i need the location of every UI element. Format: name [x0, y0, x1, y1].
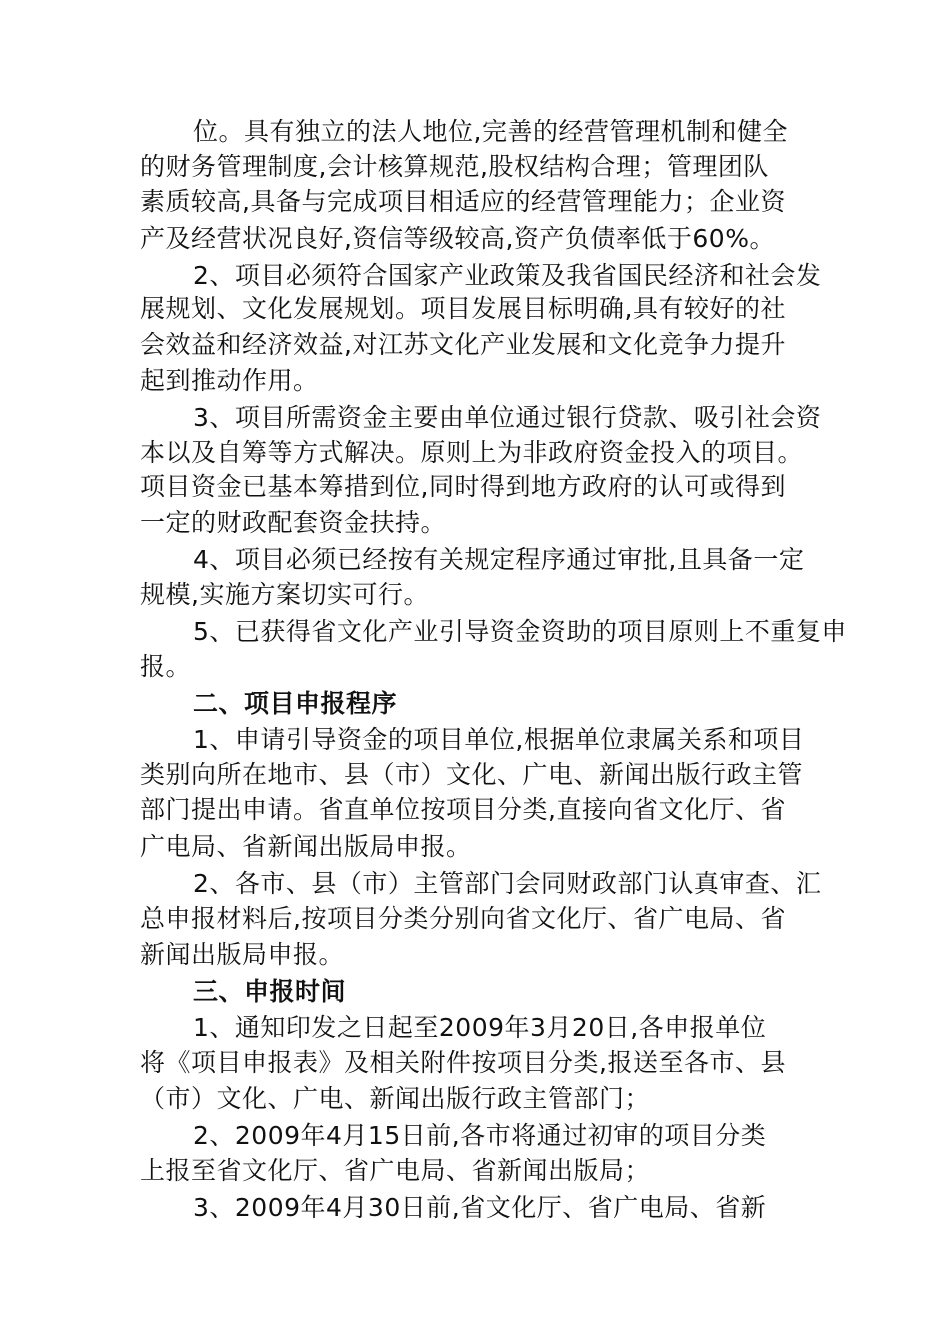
text-line: （市）文化、广电、新闻出版行政主管部门； — [140, 1084, 651, 1113]
text-line: 一定的财政配套资金扶持。 — [140, 508, 447, 537]
text-line: 产及经营状况良好,资信等级较高,资产负债率低于60%。 — [140, 224, 775, 253]
text-line: 3、项目所需资金主要由单位通过银行贷款、吸引社会资 — [193, 403, 822, 432]
text-line: 1、通知印发之日起至2009年3月20日,各申报单位 — [193, 1013, 767, 1042]
text-line: 2、项目必须符合国家产业政策及我省国民经济和社会发 — [193, 261, 822, 290]
text-line: 类别向所在地市、县（市）文化、广电、新闻出版行政主管 — [140, 760, 804, 789]
text-line: 起到推动作用。 — [140, 366, 319, 395]
text-line: 将《项目申报表》及相关附件按项目分类,报送至各市、县 — [140, 1048, 786, 1077]
text-line: 部门提出申请。省直单位按项目分类,直接向省文化厅、省 — [140, 795, 786, 824]
text-line: 广电局、省新闻出版局申报。 — [140, 832, 472, 861]
text-line: 3、2009年4月30日前,省文化厅、省广电局、省新 — [193, 1193, 767, 1222]
text-line: 2、2009年4月15日前,各市将通过初审的项目分类 — [193, 1121, 767, 1150]
text-line: 位。具有独立的法人地位,完善的经营管理机制和健全 — [193, 117, 788, 146]
text-line: 会效益和经济效益,对江苏文化产业发展和文化竞争力提升 — [140, 330, 786, 359]
text-line: 5、已获得省文化产业引导资金资助的项目原则上不重复申 — [193, 617, 847, 646]
section-heading: 三、申报时间 — [193, 977, 347, 1006]
text-line: 4、项目必须已经按有关规定程序通过审批,且具备一定 — [193, 545, 805, 574]
text-line: 本以及自筹等方式解决。原则上为非政府资金投入的项目。 — [140, 438, 804, 467]
text-line: 总申报材料后,按项目分类分别向省文化厅、省广电局、省 — [140, 904, 786, 933]
text-line: 素质较高,具备与完成项目相适应的经营管理能力；企业资 — [140, 187, 786, 216]
text-line: 项目资金已基本筹措到位,同时得到地方政府的认可或得到 — [140, 472, 786, 501]
text-line: 2、各市、县（市）主管部门会同财政部门认真审查、汇 — [193, 869, 822, 898]
section-heading: 二、项目申报程序 — [193, 689, 398, 718]
text-line: 报。 — [140, 652, 192, 681]
text-line: 1、申请引导资金的项目单位,根据单位隶属关系和项目 — [193, 725, 805, 754]
text-line: 的财务管理制度,会计核算规范,股权结构合理；管理团队 — [140, 152, 769, 181]
text-line: 上报至省文化厅、省广电局、省新闻出版局； — [140, 1156, 651, 1185]
text-line: 新闻出版局申报。 — [140, 940, 345, 969]
text-line: 展规划、文化发展规划。项目发展目标明确,具有较好的社 — [140, 294, 786, 323]
text-line: 规模,实施方案切实可行。 — [140, 580, 429, 609]
